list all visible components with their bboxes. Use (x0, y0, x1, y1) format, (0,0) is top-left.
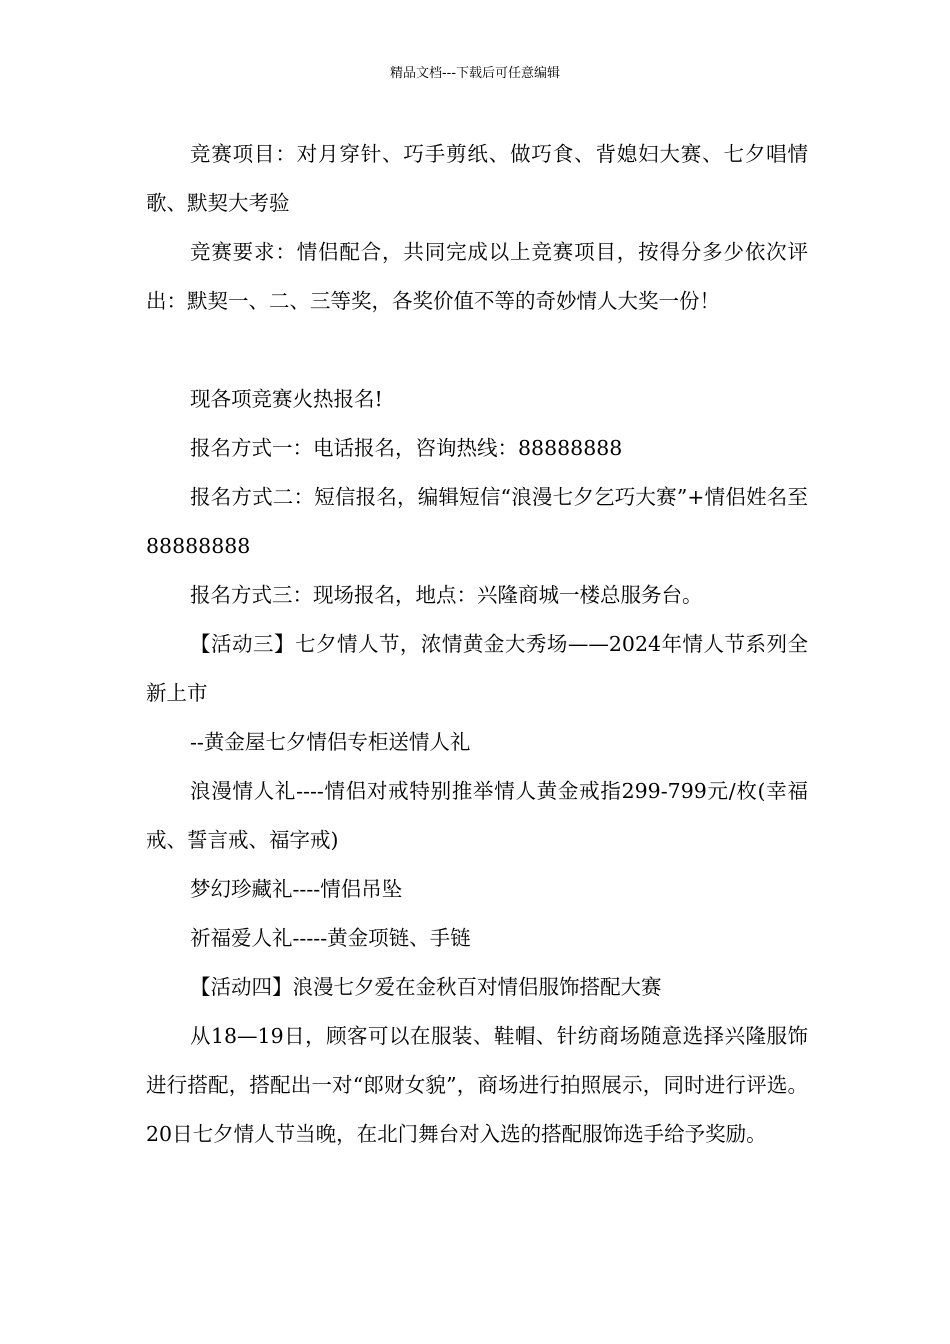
paragraph-competition-rules: 竞赛要求：情侣配合，共同完成以上竞赛项目，按得分多少依次评出：默契一、二、三等奖，各奖价值不等的奇妙情人大奖一份！ (146, 240, 808, 313)
document-body (146, 130, 808, 1159)
paragraph-gift-dream: 梦幻珍藏礼----情侣吊坠 (190, 877, 403, 901)
paragraph-gift-romantic: 浪漫情人礼----情侣对戒特别推举情人黄金戒指299-799元/枚(幸福戒、誓言戒、福字戒) (146, 779, 808, 852)
page-header: 精品文档---下载后可任意编辑 (389, 66, 561, 81)
paragraph-activity-3-title: 【活动三】七夕情人节，浓情黄金大秀场——2024年情人节系列全新上市 (146, 632, 808, 705)
paragraph-activity-4-details: 从18—19日，顾客可以在服装、鞋帽、针纺商场随意选择兴隆服饰进行搭配，搭配出一对“郎财女貌”，商场进行拍照展示，同时进行评选。20日七夕情人节当晚，在北门舞台对入选的搭配服饰选手给予奖励。 (146, 1024, 808, 1146)
paragraph-competition-items: 竞赛项目：对月穿针、巧手剪纸、做巧食、背媳妇大赛、七夕唱情歌、默契大考验 (146, 142, 808, 215)
paragraph-registration-open: 现各项竞赛火热报名! (190, 387, 383, 411)
paragraph-gift-blessing: 祈福爱人礼-----黄金项链、手链 (190, 926, 471, 950)
paragraph-registration-method-3: 报名方式三：现场报名，地点：兴隆商城一楼总服务台。 (190, 583, 703, 607)
paragraph-activity-4-title: 【活动四】浪漫七夕爱在金秋百对情侣服饰搭配大赛 (190, 975, 662, 999)
paragraph-activity-3-subtitle: --黄金屋七夕情侣专柜送情人礼 (190, 730, 471, 754)
paragraph-registration-method-2: 报名方式二：短信报名，编辑短信“浪漫七夕乞巧大赛”+情侣姓名至88888888 (146, 485, 808, 558)
paragraph-registration-method-1: 报名方式一：电话报名，咨询热线：88888888 (190, 436, 623, 460)
